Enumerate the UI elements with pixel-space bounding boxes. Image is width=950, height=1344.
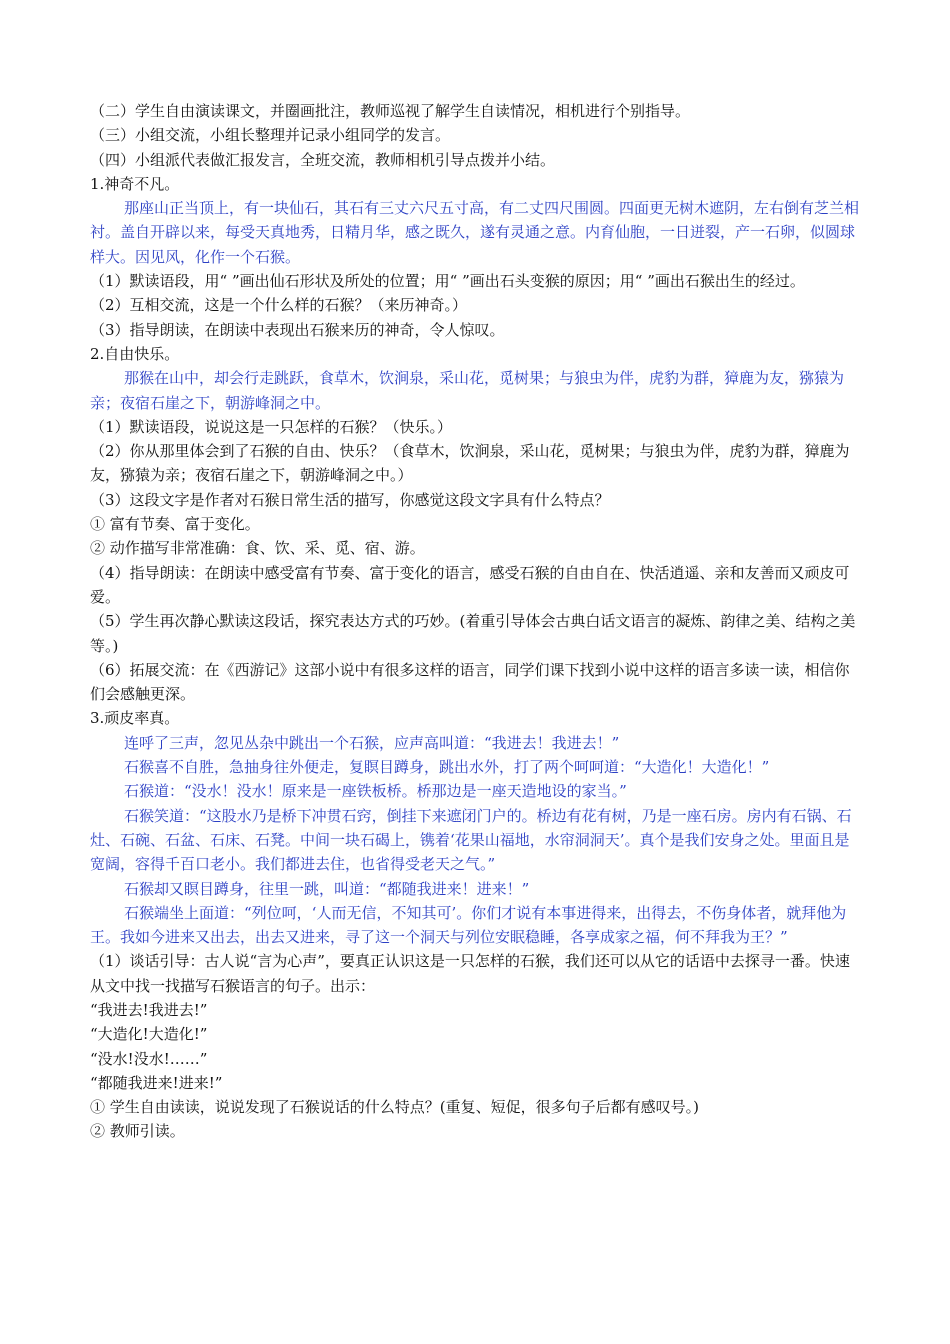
speech-line-2: “大造化!大造化!” [90,1025,208,1044]
paragraph-step-4: （四）小组派代表做汇报发言，全班交流，教师相机引导点拨并小结。 [90,150,556,169]
section-heading-3: 3.顽皮率真。 [90,709,180,728]
section-heading-2: 2.自由快乐。 [90,344,180,363]
question-2-4: （4）指导朗读：在朗读中感受富有节奏、富于变化的语言，感受石猴的自由自在、快活逍遥、亲和友善而又顽皮可爱。 [90,563,850,606]
question-2-5: （5）学生再次静心默读这段话，探究表达方式的巧妙。(着重引导体会古典白话文语言的凝炼、韵律之美、结构之美等。) [90,612,856,655]
quote-passage-2: 那猴在山中，却会行走跳跃，食草木，饮涧泉，采山花，觅树果；与狼虫为伴，虎豹为群，獐鹿为友，猕猿为亲；夜宿石崖之下，朝游峰洞之中。 [90,369,845,412]
answer-3-1-b: ② 教师引读。 [90,1122,185,1141]
section-heading-1: 1.神奇不凡。 [90,174,180,193]
paragraph-step-3: （三）小组交流，小组长整理并记录小组同学的发言。 [90,126,451,145]
quote-passage-1: 那座山正当顶上，有一块仙石，其石有三丈六尺五寸高，有二丈四尺围圆。四面更无树木遮阴，左右倒有芝兰相衬。盖自开辟以来，每受天真地秀，日精月华，感之既久，遂有灵通之意。内育仙胞，一日迸裂，产一石卵，似圆球样大。因见风，化作一个石猴。 [90,199,860,266]
question-2-6: （6）拓展交流：在《西游记》这部小说中有很多这样的语言，同学们课下找到小说中这样的语言多读一读，相信你们会感触更深。 [90,660,850,704]
quote-line-6: 石猴端坐上面道：“列位呵，‘人而无信，不知其可’。你们才说有本事进得来，出得去，不伤身体者，就拜他为王。我如今进来又出去，出去又进来，寻了这一个洞天与列位安眠稳睡，各享成家之福，何不拜我为王？” [90,903,847,947]
question-2-3: （3）这段文字是作者对石猴日常生活的描写，你感觉这段文字具有什么特点？ [90,490,610,509]
question-2-1: （1）默读语段，说说这是一只怎样的石猴？（快乐。） [90,417,453,436]
question-2-2: （2）你从那里体会到了石猴的自由、快乐？（食草木，饮涧泉，采山花，觅树果；与狼虫为伴，虎豹为群，獐鹿为友，猕猿为亲；夜宿石崖之下，朝游峰洞之中。） [90,442,850,485]
question-1-3: （3）指导朗读，在朗读中表现出石猴来历的神奇，令人惊叹。 [90,320,505,339]
quote-line-5: 石猴却又瞑目蹲身，往里一跳，叫道：“都随我进来！进来！” [124,879,530,898]
answer-2-3-a: ① 富有节奏、富于变化。 [90,515,260,534]
speech-line-4: “都随我进来!进来!” [90,1073,223,1092]
quote-line-1: 连呼了三声，忽见丛杂中跳出一个石猴，应声高叫道：“我进去！我进去！” [124,733,620,752]
speech-line-1: “我进去!我进去!” [90,1000,208,1019]
question-1-1: （1）默读语段，用“ ”画出仙石形状及所处的位置；用“ ”画出石头变猴的原因；用“ ”画出石猴出生的经过。 [90,272,805,291]
speech-line-3: “没水!没水!……” [90,1049,208,1068]
quote-line-4: 石猴笑道：“这股水乃是桥下冲贯石窍，倒挂下来遮闭门户的。桥边有花有树，乃是一座石房。房内有石锅、石灶、石碗、石盆、石床、石凳。中间一块石碣上，镌着‘花果山福地，水帘洞洞天’。真个是我们安身之处。里面且是宽阔，容得千百口老小。我们都进去住，也省得受老天之气。” [90,806,852,874]
quote-line-3: 石猴道：“没水！没水！原来是一座铁板桥。桥那边是一座天造地设的家当。” [124,782,627,801]
paragraph-step-2: （二）学生自由演读课文，并圈画批注，教师巡视了解学生自读情况，相机进行个别指导。 [90,102,691,120]
question-3-1: （1）谈话引导：古人说“言为心声”，要真正认识这是一只怎样的石猴，我们还可以从它的话语中去探寻一番。快速从文中找一找描写石猴语言的句子。出示： [90,952,850,995]
question-1-2: （2）互相交流，这是一个什么样的石猴？（来历神奇。） [90,296,468,315]
answer-2-3-b: ② 动作描写非常准确：食、饮、采、觅、宿、游。 [90,539,425,558]
quote-line-2: 石猴喜不自胜，急抽身往外便走，复瞑目蹲身，跳出水外，打了两个呵呵道：“大造化！大造化！” [124,758,770,777]
answer-3-1-a: ① 学生自由读读，说说发现了石猴说话的什么特点？(重复、短促，很多句子后都有感叹号。) [90,1098,699,1117]
